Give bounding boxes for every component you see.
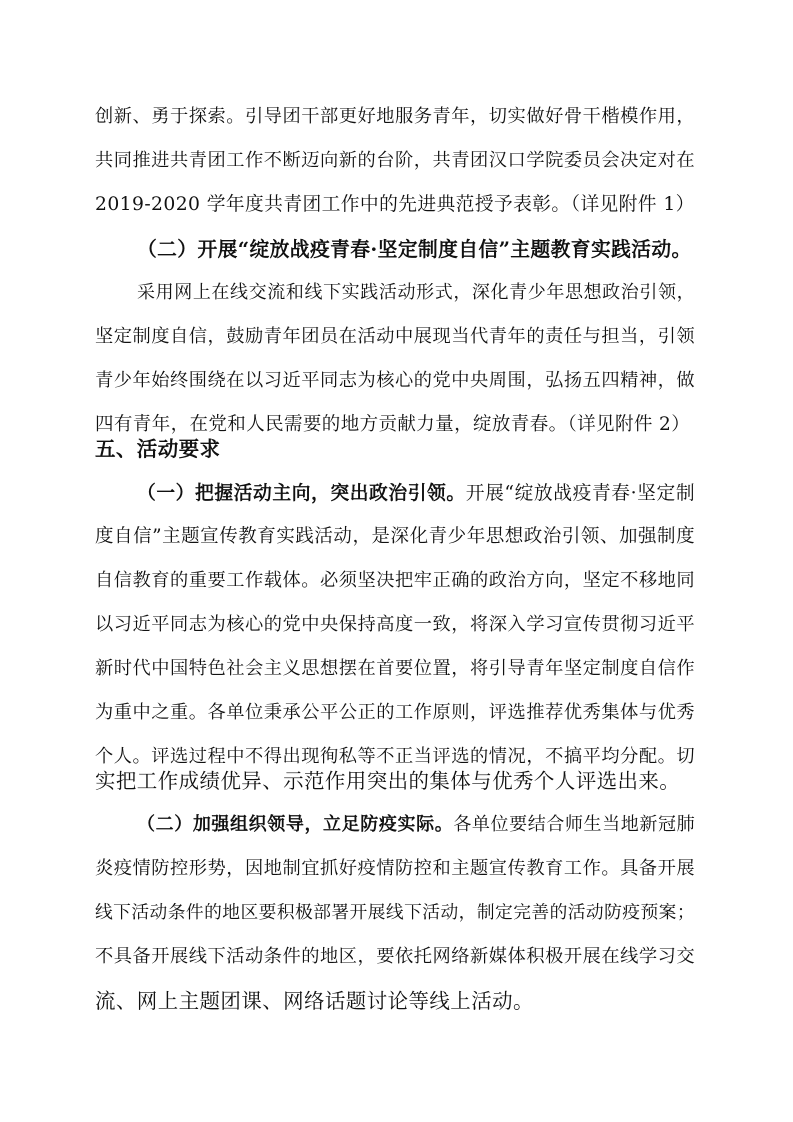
req2-line-4: 不具备开展线下活动条件的地区，要依托网络新媒体积极开展在线学习交 <box>95 946 695 967</box>
req1-line-2: 度自信”主题宣传教育实践活动，是深化青少年思想政治引领、加强制度 <box>95 526 695 547</box>
req1-line-1-rest: 开展“绽放战疫青春·坚定制 <box>465 483 695 504</box>
para-activity-line-3: 青少年始终围绕在以习近平同志为核心的党中央周围，弘扬五四精神，做 <box>95 370 695 391</box>
req1-line-6: 为重中之重。各单位秉承公平公正的工作原则，评选推荐优秀集体与优秀 <box>95 702 695 723</box>
para-awards-line-2: 共同推进共青团工作不断迈向新的台阶，共青团汉口学院委员会决定对在 <box>95 150 695 171</box>
req1-line-1 <box>137 473 695 513</box>
para-activity-line-1: 采用网上在线交流和线下实践活动形式，深化青少年思想政治引领， <box>137 282 695 303</box>
req2-lead: （二）加强组织领导，立足防疫实际。 <box>137 814 454 835</box>
req1-line-4: 以习近平同志为核心的党中央保持高度一致，将深入学习宣传贯彻习近平 <box>95 614 695 635</box>
para-awards-line-3: 2019-2020 学年度共青团工作中的先进典范授予表彰。（详见附件 1） <box>95 194 695 215</box>
section-heading-requirements: 五、活动要求 <box>95 437 221 461</box>
req1-line-8: 实把工作成绩优异、示范作用突出的集体与优秀个人评选出来。 <box>95 769 681 793</box>
para-awards-line-1: 创新、勇于探索。引导团干部更好地服务青年，切实做好骨干楷模作用， <box>95 106 695 127</box>
heading-activity-2: （二）开展“绽放战疫青春·坚定制度自信”主题教育实践活动。 <box>137 237 692 261</box>
req1-line-5: 新时代中国特色社会主义思想摆在首要位置，将引导青年坚定制度自信作 <box>95 658 695 679</box>
para-activity-line-4: 四有青年，在党和人民需要的地方贡献力量，绽放青春。（详见附件 2） <box>95 414 691 435</box>
req2-line-1 <box>137 805 695 845</box>
req2-line-2: 炎疫情防控形势，因地制宜抓好疫情防控和主题宣传教育工作。具备开展 <box>95 858 695 879</box>
req1-line-3: 自信教育的重要工作载体。必须坚决把牢正确的政治方向，坚定不移地同 <box>95 570 695 591</box>
req1-lead: （一）把握活动主向，突出政治引领。 <box>137 482 466 504</box>
req2-line-3: 线下活动条件的地区要积极部署开展线下活动，制定完善的活动防疫预案； <box>95 903 695 923</box>
req2-line-1-rest: 各单位要结合师生当地新冠肺 <box>453 814 695 835</box>
req2-line-5: 流、网上主题团课、网络话题讨论等线上活动。 <box>95 989 534 1013</box>
para-activity-line-2: 坚定制度自信，鼓励青年团员在活动中展现当代青年的责任与担当，引领 <box>95 326 695 347</box>
req1-line-7: 个人。评选过程中不得出现徇私等不正当评选的情况，不搞平均分配。切 <box>95 746 695 767</box>
